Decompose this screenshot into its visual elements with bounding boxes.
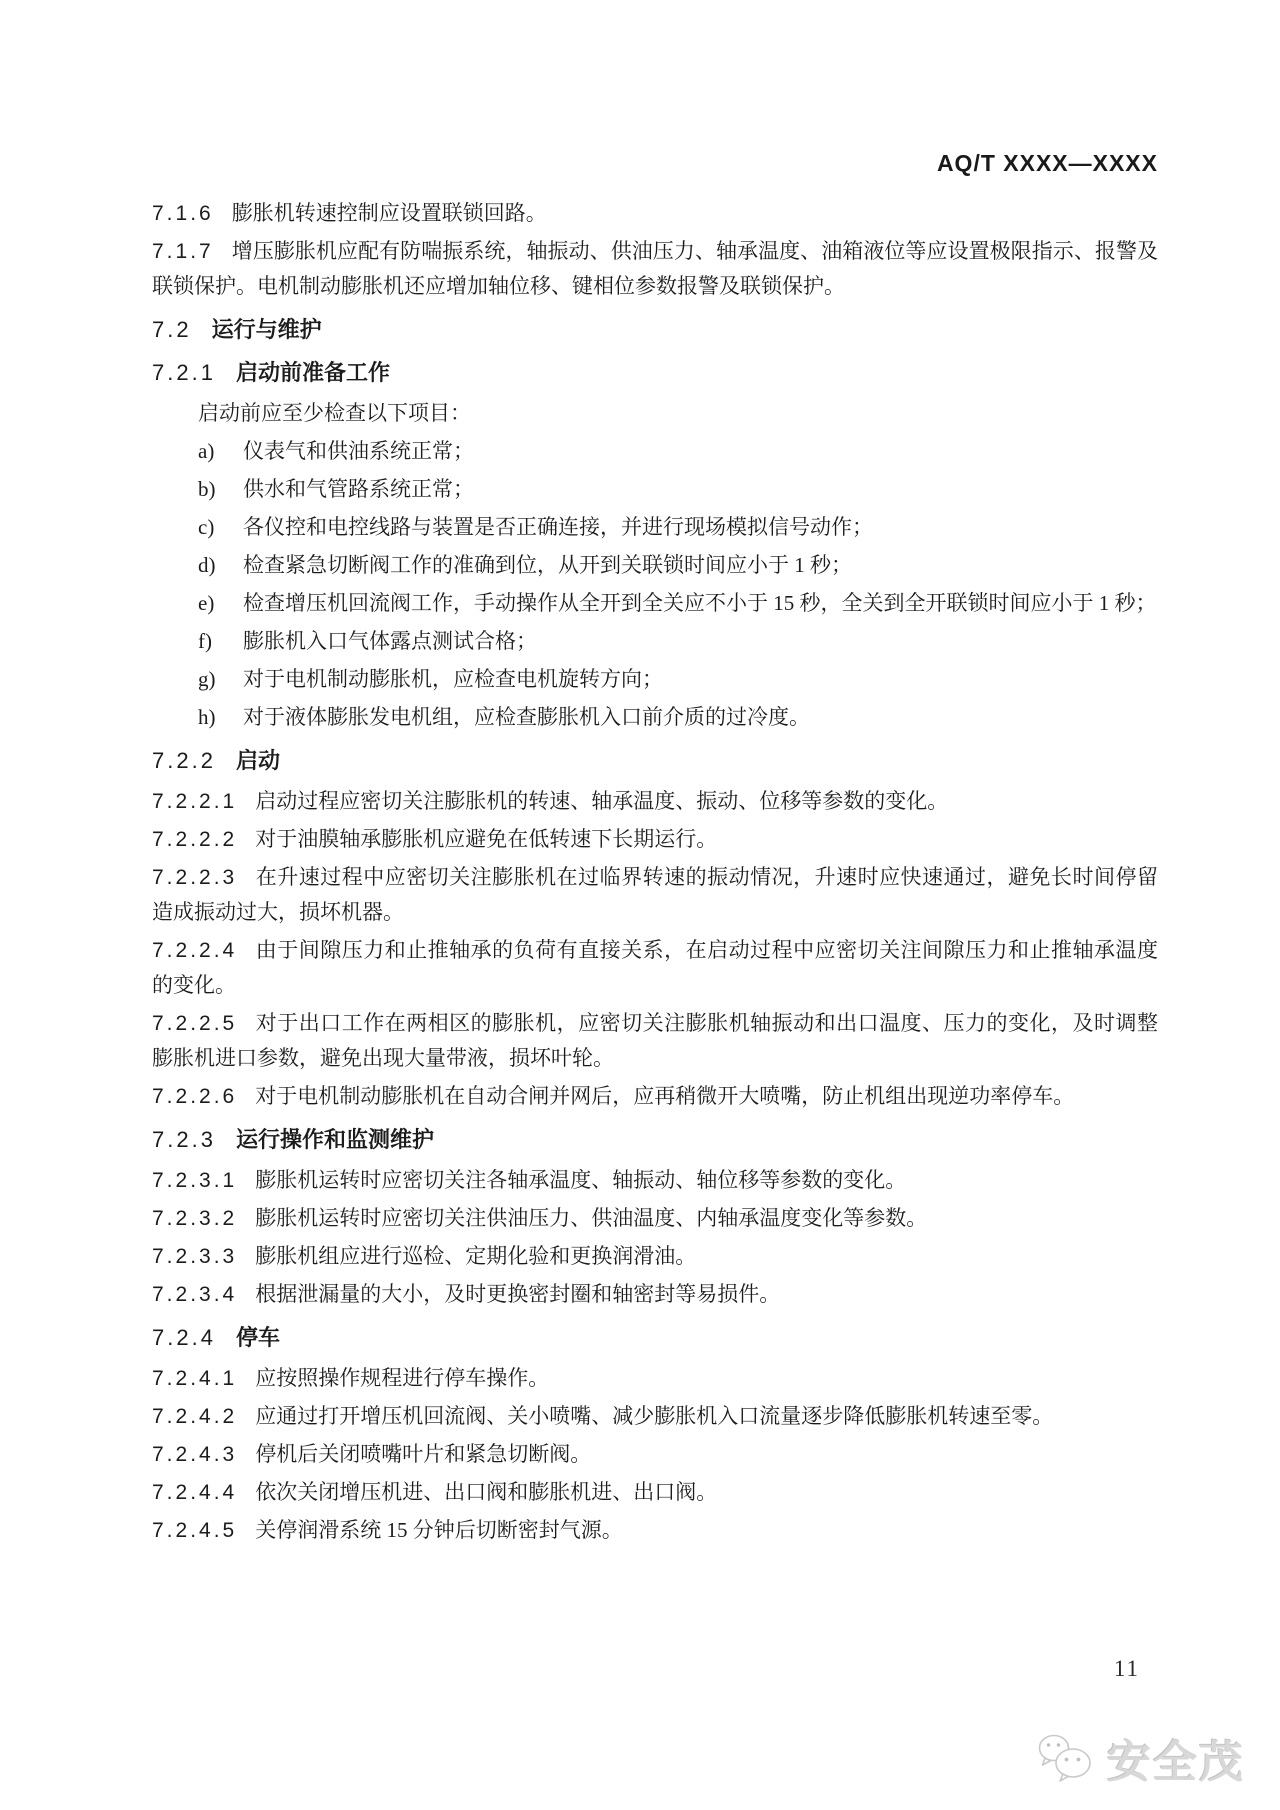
clause-number: 7.2.3.1 [152,1169,238,1192]
heading-number: 7.2.2 [152,748,216,773]
list-item-b [152,472,1158,507]
wechat-chat-bubbles-icon [1035,1732,1097,1784]
list-item-g [152,662,1158,697]
clause-number: 7.2.2.3 [152,866,238,889]
list-item-e [152,586,1158,621]
clause-text: 增压膨胀机应配有防喘振系统，轴振动、供油压力、轴承温度、油箱液位等应设置极限指示、报警及联锁保护。电机制动膨胀机还应增加轴位移、键相位参数报警及联锁保护。 [152,239,1158,298]
list-text: 各仪控和电控线路与装置是否正确连接，并进行现场模拟信号动作； [243,515,873,539]
clause-text: 停机后关闭喷嘴叶片和紧急切断阀。 [255,1442,592,1466]
clause-7-2-3-1 [152,1163,1158,1198]
clause-7-2-4-3 [152,1437,1158,1472]
section-heading-7-2-1 [152,355,1158,390]
clause-7-1-6 [152,196,1158,231]
clause-7-2-2-4 [152,933,1158,1003]
clause-number: 7.2.3.2 [152,1207,238,1230]
clause-number: 7.2.2.2 [152,828,238,851]
heading-title: 运行操作和监测维护 [235,1127,434,1152]
clause-7-1-7 [152,234,1158,304]
clause-number: 7.2.3.3 [152,1245,238,1268]
list-text: 检查紧急切断阀工作的准确到位，从开到关联锁时间应小于 1 秒； [243,553,852,577]
watermark [1035,1726,1245,1790]
heading-number: 7.2.3 [152,1127,216,1152]
heading-number: 7.2.1 [152,360,216,385]
clause-text: 膨胀机组应进行巡检、定期化验和更换润滑油。 [255,1244,697,1268]
list-text: 对于液体膨胀发电机组，应检查膨胀机入口前介质的过冷度。 [243,705,810,729]
clause-7-2-2-1 [152,784,1158,819]
clause-number: 7.1.6 [152,202,214,225]
clause-number: 7.2.4.1 [152,1367,238,1390]
heading-number: 7.2.4 [152,1325,216,1350]
clause-text: 对于油膜轴承膨胀机应避免在低转速下长期运行。 [255,827,718,851]
clause-7-2-4-2 [152,1399,1158,1434]
heading-title: 启动前准备工作 [235,360,390,385]
heading-title: 启动 [235,748,280,773]
clause-text: 对于电机制动膨胀机在自动合闸并网后，应再稍微开大喷嘴，防止机组出现逆功率停车。 [255,1084,1075,1108]
clause-7-2-3-2 [152,1201,1158,1236]
clause-text: 由于间隙压力和止推轴承的负荷有直接关系，在启动过程中应密切关注间隙压力和止推轴承温度的变化。 [152,938,1158,997]
standard-code-header: AQ/T XXXX—XXXX [936,150,1158,176]
clause-text: 关停润滑系统 15 分钟后切断密封气源。 [255,1518,623,1542]
clause-7-2-4-1 [152,1361,1158,1396]
list-item-a [152,434,1158,469]
clause-text: 启动过程应密切关注膨胀机的转速、轴承温度、振动、位移等参数的变化。 [255,789,949,813]
list-text: 对于电机制动膨胀机，应检查电机旋转方向； [243,667,663,691]
list-marker: b) [198,477,216,501]
heading-number: 7.2 [152,317,192,342]
clause-text: 依次关闭增压机进、出口阀和膨胀机进、出口阀。 [255,1480,718,1504]
list-intro-paragraph: 启动前应至少检查以下项目： [198,401,471,425]
clause-7-2-4-5 [152,1513,1158,1548]
clause-number: 7.1.7 [152,240,214,263]
heading-title: 运行与维护 [211,317,322,342]
clause-number: 7.2.4.5 [152,1519,238,1542]
clause-7-2-3-4 [152,1277,1158,1312]
list-item-d [152,548,1158,583]
clause-number: 7.2.2.5 [152,1012,238,1035]
clause-text: 在升速过程中应密切关注膨胀机在过临界转速的振动情况，升速时应快速通过，避免长时间停留造成振动过大，损坏机器。 [152,865,1158,924]
clause-7-2-2-2 [152,822,1158,857]
clause-text: 根据泄漏量的大小，及时更换密封圈和轴密封等易损件。 [255,1282,781,1306]
list-item-f [152,624,1158,659]
watermark-brand-text: 安全茂 [1107,1738,1245,1787]
section-heading-7-2-4 [152,1320,1158,1355]
clause-text: 膨胀机转速控制应设置联锁回路。 [231,201,547,225]
list-text: 供水和气管路系统正常； [243,477,474,501]
clause-text: 对于出口工作在两相区的膨胀机，应密切关注膨胀机轴振动和出口温度、压力的变化，及时调整膨胀机进口参数，避免出现大量带液，损坏叶轮。 [152,1011,1158,1070]
list-marker: a) [198,439,215,463]
clause-text: 膨胀机运转时应密切关注供油压力、供油温度、内轴承温度变化等参数。 [255,1206,928,1230]
clause-number: 7.2.4.2 [152,1405,238,1428]
clause-number: 7.2.4.4 [152,1481,238,1504]
clause-7-2-2-3 [152,860,1158,930]
clause-text: 应按照操作规程进行停车操作。 [255,1366,550,1390]
clause-number: 7.2.2.6 [152,1085,238,1108]
list-text: 仪表气和供油系统正常； [243,439,474,463]
clause-7-2-4-4 [152,1475,1158,1510]
clause-number: 7.2.2.4 [152,939,238,962]
section-heading-7-2-3 [152,1122,1158,1157]
list-marker: f) [198,629,212,653]
list-marker: g) [198,667,216,691]
clause-number: 7.2.3.4 [152,1283,238,1306]
list-marker: c) [198,515,215,539]
list-marker: d) [198,553,216,577]
section-heading-7-2-2 [152,743,1158,778]
clause-text: 应通过打开增压机回流阀、关小喷嘴、减少膨胀机入口流量逐步降低膨胀机转速至零。 [255,1404,1054,1428]
document-content [152,0,1158,1551]
clause-text: 膨胀机运转时应密切关注各轴承温度、轴振动、轴位移等参数的变化。 [255,1168,907,1192]
list-item-c [152,510,1158,545]
list-marker: h) [198,705,216,729]
clause-number: 7.2.2.1 [152,790,238,813]
page-number: 11 [1113,1656,1140,1681]
clause-7-2-3-3 [152,1239,1158,1274]
list-item-h [152,700,1158,735]
list-marker: e) [198,591,215,615]
clause-7-2-2-5 [152,1006,1158,1076]
list-text: 膨胀机入口气体露点测试合格； [243,629,537,653]
clause-number: 7.2.4.3 [152,1443,238,1466]
heading-title: 停车 [235,1325,280,1350]
section-heading-7-2 [152,312,1158,347]
list-text: 检查增压机回流阀工作，手动操作从全开到全关应不小于 15 秒，全关到全开联锁时间应小于 1 秒； [243,591,1157,615]
clause-7-2-2-6 [152,1079,1158,1114]
